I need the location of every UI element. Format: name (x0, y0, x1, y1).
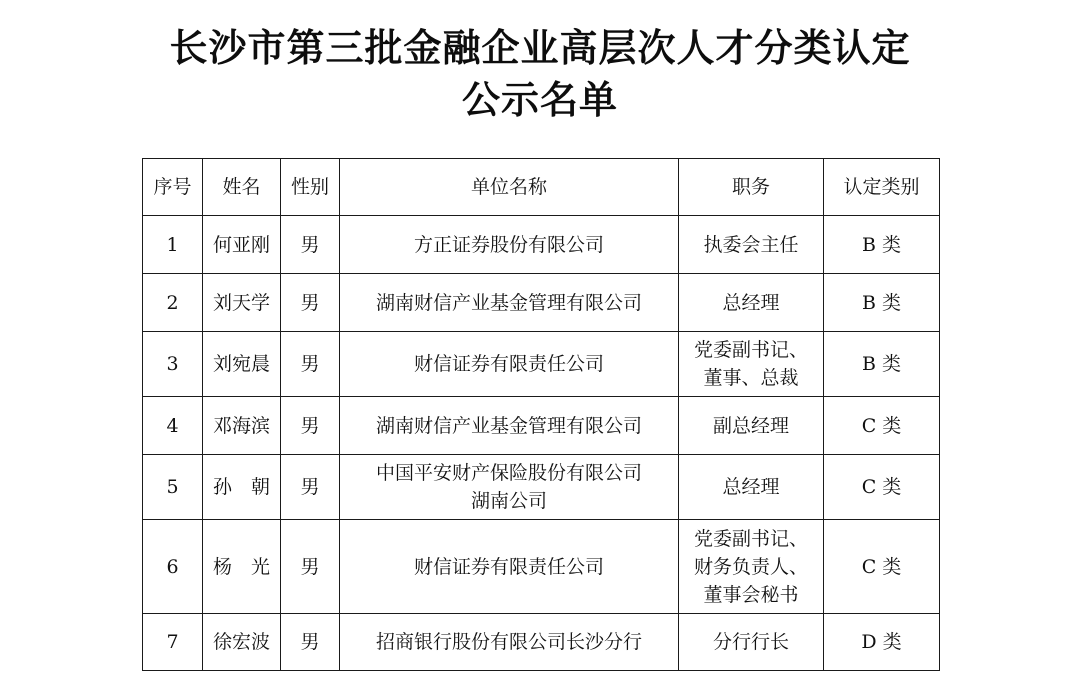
cell-serial-number: 2 (143, 274, 203, 332)
cell-name: 杨 光 (203, 520, 281, 614)
table-row (143, 614, 940, 671)
cell-name: 刘宛晨 (203, 332, 281, 397)
header-organization: 单位名称 (340, 159, 679, 216)
table-row (143, 332, 940, 397)
cell-category: B 类 (824, 332, 940, 397)
cell-organization: 湖南财信产业基金管理有限公司 (340, 397, 679, 455)
cell-category: C 类 (824, 520, 940, 614)
cell-name: 刘天学 (203, 274, 281, 332)
cell-gender: 男 (281, 397, 340, 455)
cell-name: 孙 朝 (203, 455, 281, 520)
cell-position: 党委副书记、 财务负责人、 董事会秘书 (679, 520, 824, 614)
cell-organization: 招商银行股份有限公司长沙分行 (340, 614, 679, 671)
cell-organization: 中国平安财产保险股份有限公司 湖南公司 (340, 455, 679, 520)
cell-serial-number: 3 (143, 332, 203, 397)
header-position: 职务 (679, 159, 824, 216)
cell-serial-number: 1 (143, 216, 203, 274)
table-row (143, 274, 940, 332)
cell-category: C 类 (824, 455, 940, 520)
cell-position: 党委副书记、 董事、总裁 (679, 332, 824, 397)
table-row (143, 455, 940, 520)
cell-category: B 类 (824, 274, 940, 332)
cell-organization: 湖南财信产业基金管理有限公司 (340, 274, 679, 332)
cell-position: 副总经理 (679, 397, 824, 455)
title-line-1: 长沙市第三批金融企业高层次人才分类认定 (169, 26, 911, 70)
header-name: 姓名 (203, 159, 281, 216)
cell-organization: 方正证券股份有限公司 (340, 216, 679, 274)
cell-position: 分行行长 (679, 614, 824, 671)
cell-name: 徐宏波 (203, 614, 281, 671)
cell-category: C 类 (824, 397, 940, 455)
table-row (143, 216, 940, 274)
cell-category: D 类 (824, 614, 940, 671)
cell-gender: 男 (281, 332, 340, 397)
cell-serial-number: 6 (143, 520, 203, 614)
table-header-row (143, 159, 940, 216)
cell-name: 邓海滨 (203, 397, 281, 455)
cell-position: 执委会主任 (679, 216, 824, 274)
cell-category: B 类 (824, 216, 940, 274)
cell-gender: 男 (281, 455, 340, 520)
title-line-2: 公示名单 (461, 78, 618, 122)
cell-serial-number: 7 (143, 614, 203, 671)
header-serial-number: 序号 (143, 159, 203, 216)
cell-position: 总经理 (679, 455, 824, 520)
document-title (0, 22, 1080, 126)
table-row (143, 397, 940, 455)
header-category: 认定类别 (824, 159, 940, 216)
cell-gender: 男 (281, 274, 340, 332)
header-gender: 性别 (281, 159, 340, 216)
table-row (143, 520, 940, 614)
cell-name: 何亚刚 (203, 216, 281, 274)
cell-serial-number: 4 (143, 397, 203, 455)
cell-gender: 男 (281, 520, 340, 614)
cell-organization: 财信证券有限责任公司 (340, 332, 679, 397)
cell-gender: 男 (281, 216, 340, 274)
talent-list-table (142, 158, 940, 671)
cell-gender: 男 (281, 614, 340, 671)
cell-serial-number: 5 (143, 455, 203, 520)
cell-organization: 财信证券有限责任公司 (340, 520, 679, 614)
cell-position: 总经理 (679, 274, 824, 332)
